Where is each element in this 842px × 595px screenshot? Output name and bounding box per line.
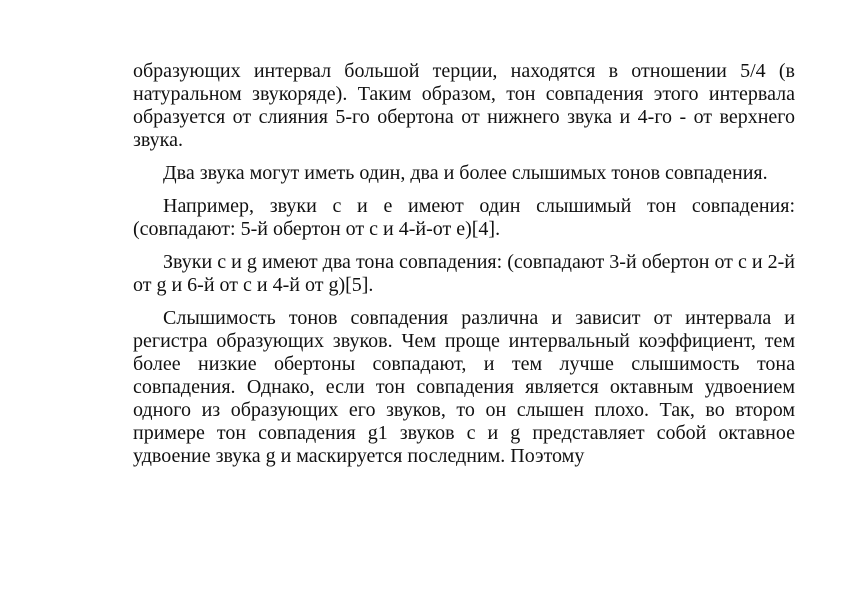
paragraph-continued: образующих интервал большой терции, находятся в отношении 5/4 (в натуральном звукоряде). Таким образом, тон совпадения этого интервала образуется от слияния 5-го обертона от нижнего звука и 4-го - от верхнего звука. — [133, 60, 795, 151]
paragraph: Два звука могут иметь один, два и более слышимых тонов совпадения. — [163, 162, 768, 184]
paragraph: Слышимость тонов совпадения различна и зависит от интервала и регистра образующих звуков. Чем проще интервальный коэффициент, тем более низкие обертоны совпадают, и тем лучше слышимость тона совпадения. Однако, если тон совпадения является октавным удвоением одного из образующих его звуков, то он слышен плохо. Так, во втором примере тон совпадения g1 звуков с и g представляет собой октавное удвоение звука g и маскируется последним. Поэтому — [133, 307, 795, 467]
paragraph: Например, звуки с и е имеют один слышимый тон совпадения: (совпадают: 5-й обертон от с и 4-й-от е)[4]. — [133, 195, 795, 240]
document-text — [133, 60, 795, 478]
paragraph: Звуки с и g имеют два тона совпадения: (совпадают 3-й обертон от с и 2-й от g и 6-й от с и 4-й от g)[5]. — [133, 251, 795, 296]
